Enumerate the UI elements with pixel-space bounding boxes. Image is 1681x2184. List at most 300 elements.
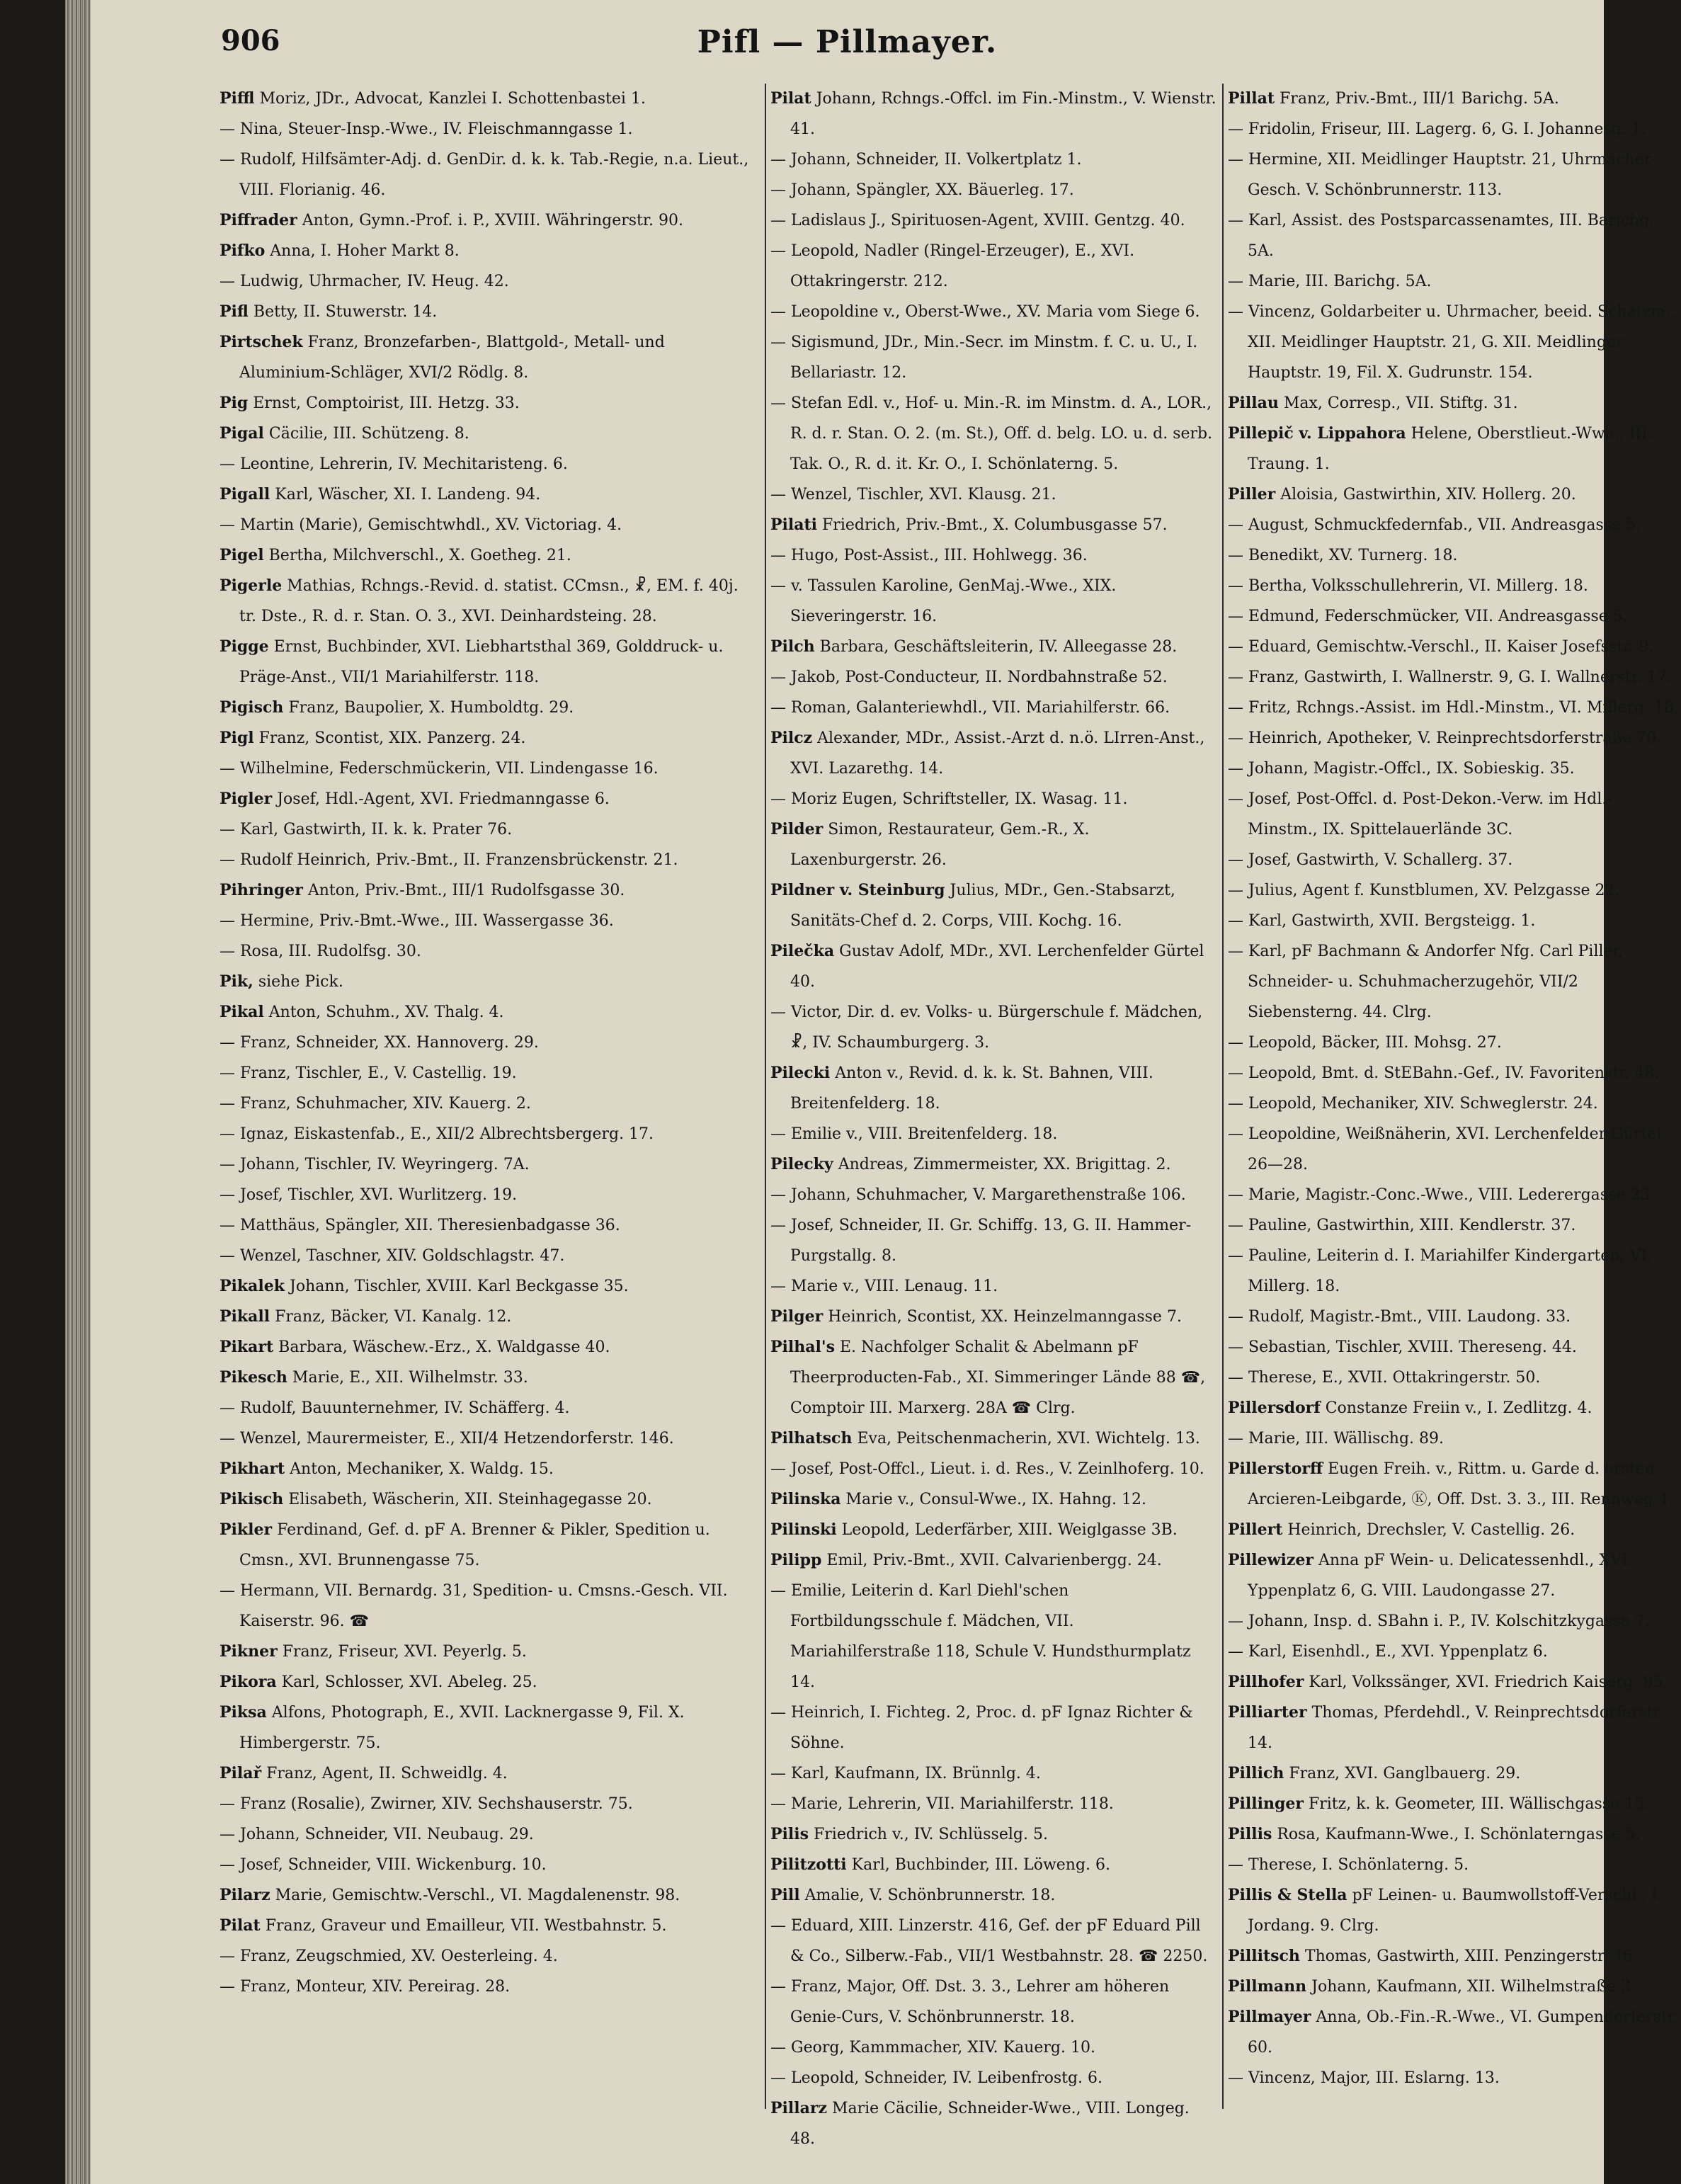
directory-entry [770,814,1216,875]
directory-entry [770,1210,1216,1271]
directory-entry [770,1180,1216,1210]
entry-text: Mathias, Rchngs.-Revid. d. statist. CCmsn., ☧, EM. f. 40j. tr. Dste., R. d. r. Stan. O. 3., XVI. Deinhardsteing. 28. [239,577,739,625]
directory-entry [1228,2002,1681,2063]
directory-entry [1228,1850,1681,1880]
directory-entry [220,449,759,479]
entry-surname: Pillitsch [1228,1947,1300,1965]
directory-entry [770,1332,1216,1423]
directory-entry [220,540,759,571]
entry-text: Cäcilie, III. Schützeng. 8. [268,425,469,443]
directory-entry [220,1028,759,1058]
directory-entry [770,1515,1216,1545]
entry-surname: Pillerstorff [1228,1460,1323,1478]
directory-entry [220,1515,759,1576]
entry-text: — Eduard, XIII. Linzerstr. 416, Gef. der pF Eduard Pill & Co., Silberw.-Fab., VII/1 Westbahnstr. 28. ☎ 2250. [770,1917,1208,1965]
entry-text: Barbara, Geschäftsleiterin, IV. Alleegasse 28. [819,638,1178,656]
directory-entry [770,1545,1216,1576]
entry-text: Moriz, JDr., Advocat, Kanzlei I. Schottenbastei 1. [259,90,646,108]
entry-surname: Pillersdorf [1228,1399,1321,1417]
entry-text: pF Leinen- u. Baumwollstoff-Verschl., I. Jordang. 9. Clrg. [1248,1887,1663,1935]
directory-entry [220,1119,759,1149]
entry-text: Josef, Hdl.-Agent, XVI. Friedmanngasse 6. [277,790,610,808]
directory-entry [770,571,1216,632]
directory-entry [220,1758,759,1789]
directory-entry [1228,1637,1681,1667]
entry-surname: Pildner v. Steinburg [770,881,945,899]
entry-surname: Pillis & Stella [1228,1886,1347,1904]
entry-surname: Piffrader [220,211,297,229]
entry-text: Anton, Priv.-Bmt., III/1 Rudolfsgasse 30. [307,882,625,899]
entry-text: Betty, II. Stuwerstr. 14. [253,303,438,321]
directory-entry [1228,297,1681,388]
entry-text: — Leopoldine v., Oberst-Wwe., XV. Maria vom Siege 6. [770,303,1200,321]
entry-text: Franz, Graveur und Emailleur, VII. Westbahnstr. 5. [265,1917,667,1935]
entry-text: — Leontine, Lehrerin, IV. Mechitaristeng. 6. [220,455,568,473]
directory-column-1 [220,84,759,2166]
entry-text: Constanze Freiin v., I. Zedlitzg. 4. [1325,1399,1592,1417]
entry-surname: Pig [220,394,249,412]
directory-entry [770,297,1216,327]
entry-surname: Pillmann [1228,1977,1307,1996]
entry-text: — Leopold, Bäcker, III. Mohsg. 27. [1228,1034,1502,1052]
directory-entry [770,2093,1216,2154]
directory-entry [1228,753,1681,784]
directory-entry [220,967,759,997]
entry-surname: Pirtschek [220,333,303,351]
entry-text: Leopold, Lederfärber, XIII. Weiglgasse 3B. [841,1521,1178,1539]
directory-entry [1228,1180,1681,1210]
entry-text: Franz, Priv.-Bmt., III/1 Barichg. 5A. [1280,90,1559,108]
directory-entry [1228,1119,1681,1180]
directory-entry [770,1819,1216,1850]
directory-entry [1228,601,1681,632]
entry-text: Anton, Schuhm., XV. Thalg. 4. [268,1003,504,1021]
directory-entry [770,1789,1216,1819]
entry-surname: Pilinska [770,1490,841,1508]
entry-text: Thomas, Pferdehdl., V. Reinprechtsdorferstr. 14. [1248,1704,1664,1752]
entry-text: Amalie, V. Schönbrunnerstr. 18. [804,1887,1056,1904]
directory-column-3 [1228,84,1681,2166]
directory-entry [220,297,759,327]
entry-text: — Hugo, Post-Assist., III. Hohlwegg. 36. [770,547,1088,564]
entry-surname: Pikora [220,1673,277,1691]
directory-entry [220,1850,759,1880]
entry-text: Heinrich, Drechsler, V. Castellig. 26. [1287,1521,1575,1539]
directory-entry [220,814,759,845]
directory-entry [220,479,759,510]
entry-text: — Franz, Schuhmacher, XIV. Kauerg. 2. [220,1095,531,1113]
directory-entry [1228,144,1681,205]
entry-text: Rosa, Kaufmann-Wwe., I. Schönlaterngasse 5. [1277,1826,1641,1843]
directory-entry [220,693,759,723]
directory-entry [1228,1393,1681,1423]
directory-entry [220,1697,759,1758]
entry-text: — Franz, Gastwirth, I. Wallnerstr. 9, G. I. Wallnerstr. 17. [1228,669,1672,686]
directory-entry [770,175,1216,205]
entry-text: — Hermann, VII. Bernardg. 31, Spedition- u. Cmsns.-Gesch. VII. Kaiserstr. 96. ☎ [220,1582,728,1630]
entry-surname: Pillarz [770,2099,827,2117]
directory-entry [1228,1028,1681,1058]
directory-entry [1228,266,1681,297]
entry-surname: Pilati [770,516,818,534]
directory-entry [770,2063,1216,2093]
directory-entry [220,936,759,967]
directory-entry [770,1576,1216,1697]
entry-surname: Pill [770,1886,800,1904]
entry-text: — Sebastian, Tischler, XVIII. Thereseng. 44. [1228,1338,1577,1356]
entry-text: Aloisia, Gastwirthin, XIV. Hollerg. 20. [1280,486,1576,504]
entry-text: — Heinrich, Apotheker, V. Reinprechtsdorferstraße 70. [1228,729,1662,747]
entry-text: — Franz, Schneider, XX. Hannoverg. 29. [220,1034,539,1052]
directory-entry [220,1911,759,1941]
entry-text: Ernst, Buchbinder, XVI. Liebhartsthal 369, Golddruck- u. Präge-Anst., VII/1 Mariahilferstr. 118. [239,638,724,686]
directory-entry [770,1850,1216,1880]
entry-text: — Johann, Tischler, IV. Weyringerg. 7A. [220,1156,530,1173]
entry-surname: Pikisch [220,1490,284,1508]
directory-entry [220,1271,759,1302]
directory-entry [1228,1332,1681,1363]
entry-text: — Josef, Schneider, II. Gr. Schiffg. 13, G. II. Hammer-Purgstallg. 8. [770,1217,1192,1265]
entry-text: — Leopold, Bmt. d. StEBahn.-Gef., IV. Favoritenstr. 48. [1228,1064,1660,1082]
directory-entry [220,1088,759,1119]
directory-entry [220,632,759,693]
entry-text: Karl, Buchbinder, III. Löweng. 6. [851,1856,1111,1874]
directory-page [91,0,1679,2184]
entry-text: — Wenzel, Taschner, XIV. Goldschlagstr. 47. [220,1247,565,1265]
directory-entry [220,84,759,114]
directory-entry [1228,662,1681,693]
directory-entry [1228,1758,1681,1789]
entry-text: — Pauline, Gastwirthin, XIII. Kendlerstr. 37. [1228,1217,1576,1234]
entry-text: — Karl, Eisenhdl., E., XVI. Yppenplatz 6. [1228,1643,1548,1661]
directory-entry [770,875,1216,936]
directory-entry [770,1149,1216,1180]
directory-entry [1228,479,1681,510]
entry-text: — Edmund, Federschmücker, VII. Andreasgasse 5. [1228,608,1628,625]
directory-entry [770,936,1216,997]
directory-entry [220,266,759,297]
directory-entry [770,1058,1216,1119]
entry-text: Franz, Scontist, XIX. Panzerg. 24. [258,729,526,747]
entry-text: Gustav Adolf, MDr., XVI. Lerchenfelder Gürtel 40. [790,943,1204,991]
entry-surname: Pikal [220,1003,264,1021]
entry-text: — Franz, Tischler, E., V. Castellig. 19. [220,1064,517,1082]
entry-text: Franz, Baupolier, X. Humboldtg. 29. [288,699,574,717]
entry-surname: Pillert [1228,1520,1283,1539]
entry-text: — Leopoldine, Weißnäherin, XVI. Lerchenfelder Gürtel 26—28. [1228,1125,1662,1173]
entry-text: — Josef, Post-Offcl., Lieut. i. d. Res., V. Zeinlhoferg. 10. [770,1460,1204,1478]
entry-text: Karl, Schlosser, XVI. Abeleg. 25. [281,1673,537,1691]
directory-entry [1228,388,1681,419]
entry-text: — Rudolf, Hilfsämter-Adj. d. GenDir. d. k. k. Tab.-Regie, n.a. Lieut., VIII. Florianig. 46. [220,151,749,199]
directory-entry [770,1880,1216,1911]
entry-surname: Pikalek [220,1277,285,1295]
entry-text: — Wenzel, Tischler, XVI. Klausg. 21. [770,486,1056,504]
directory-entry [770,997,1216,1058]
entry-text: — Fritz, Rchngs.-Assist. im Hdl.-Minstm., VI. Millerg. 18. [1228,699,1679,717]
entry-surname: Pilecki [770,1064,831,1082]
directory-entry [220,114,759,144]
directory-entry [1228,1363,1681,1393]
entry-text: — Marie, Lehrerin, VII. Mariahilferstr. 118. [770,1795,1114,1813]
directory-entry [220,723,759,753]
directory-entry [770,2032,1216,2063]
directory-entry [1228,1697,1681,1758]
entry-surname: Pikesch [220,1368,287,1387]
directory-entry [1228,205,1681,266]
entry-text: — Johann, Schneider, II. Volkertplatz 1. [770,151,1082,169]
entry-text: — Karl, Kaufmann, IX. Brünnlg. 4. [770,1765,1041,1782]
entry-text: — Franz, Monteur, XIV. Pereirag. 28. [220,1978,511,1996]
entry-surname: Pigler [220,790,273,808]
directory-entry [770,693,1216,723]
entry-text: Julius, MDr., Gen.-Stabsarzt, Sanitäts-Chef d. 2. Corps, VIII. Kochg. 16. [790,882,1175,930]
directory-entry [770,632,1216,662]
directory-entry [770,205,1216,236]
entry-text: — Marie, Magistr.-Conc.-Wwe., VIII. Lederergasse 23. [1228,1186,1656,1204]
entry-text: — Franz, Major, Off. Dst. 3. 3., Lehrer am höheren Genie-Curs, V. Schönbrunnerstr. 18. [770,1978,1170,2026]
directory-entry [1228,571,1681,601]
directory-entry [1228,1302,1681,1332]
entry-text: Eugen Freih. v., Rittm. u. Garde d. ersten Arcieren-Leibgarde, Ⓚ, Off. Dst. 3. 3., III. Rennweg 4. [1248,1460,1673,1508]
entry-surname: Pilger [770,1307,824,1326]
entry-text: — Rudolf, Magistr.-Bmt., VIII. Laudong. 33. [1228,1308,1571,1326]
entry-text: — Vincenz, Goldarbeiter u. Uhrmacher, beeid. Schätzm., XII. Meidlinger Hauptstr. 21, G. XII. Meidlinger Hauptstr. 19, Fil. X. Gudrunstr. 154. [1228,303,1676,382]
entry-surname: Pikall [220,1307,270,1326]
entry-text: Karl, Volkssänger, XVI. Friedrich Kaiserg. 95. [1309,1673,1668,1691]
directory-entry [770,388,1216,479]
entry-text: — Therese, I. Schönlaterng. 5. [1228,1856,1469,1874]
entry-text: Thomas, Gastwirth, XIII. Penzingerstr. 46. [1304,1947,1638,1965]
directory-entry [1228,1058,1681,1088]
directory-entry [770,1484,1216,1515]
entry-text: Fritz, k. k. Geometer, III. Wällischgasse 15. [1308,1795,1650,1813]
entry-text: — Karl, Assist. des Postsparcassenamtes, III. Barichg. 5A. [1228,212,1655,260]
entry-text: Ferdinand, Gef. d. pF A. Brenner & Pikler, Spedition u. Cmsn., XVI. Brunnengasse 75. [239,1521,710,1569]
entry-text: — Johann, Insp. d. SBahn i. P., IV. Kolschitzkygasse 7. [1228,1613,1650,1630]
entry-text: Anna, I. Hoher Markt 8. [270,242,460,260]
entry-text: — Marie, III. Barichg. 5A. [1228,273,1432,290]
entry-text: — Josef, Post-Offcl. d. Post-Dekon.-Verw. im Hdl.-Minstm., IX. Spittelauerlände 3C. [1228,790,1612,838]
directory-entry [770,1972,1216,2032]
entry-text: Marie, E., XII. Wilhelmstr. 33. [292,1369,528,1387]
directory-entry [1228,540,1681,571]
entry-surname: Pilhatsch [770,1429,853,1448]
directory-entry [1228,1789,1681,1819]
directory-entry [770,1454,1216,1484]
entry-text: — Benedikt, XV. Turnerg. 18. [1228,547,1458,564]
directory-entry [1228,114,1681,144]
directory-entry [1228,632,1681,662]
entry-text: — Leopold, Mechaniker, XIV. Schweglerstr. 24. [1228,1095,1598,1113]
entry-text: — Johann, Schuhmacher, V. Margarethenstraße 106. [770,1186,1186,1204]
directory-entry [220,997,759,1028]
entry-text: — Jakob, Post-Conducteur, II. Nordbahnstraße 52. [770,669,1168,686]
directory-entry [770,784,1216,814]
entry-text: — Julius, Agent f. Kunstblumen, XV. Pelzgasse 22. [1228,882,1620,899]
entry-text: — Bertha, Volksschullehrerin, VI. Millerg. 18. [1228,577,1588,595]
directory-entry [770,236,1216,297]
entry-surname: Pigerle [220,576,283,595]
entry-surname: Piffl [220,89,255,108]
entry-surname: Pilder [770,820,824,838]
directory-entry [1228,875,1681,906]
entry-text: — Franz, Zeugschmied, XV. Oesterleing. 4. [220,1947,558,1965]
entry-text: — Pauline, Leiterin d. I. Mariahilfer Kindergarten, VI. Millerg. 18. [1228,1247,1653,1295]
directory-entry [1228,510,1681,540]
entry-text: Eva, Peitschenmacherin, XVI. Wichtelg. 13. [857,1430,1200,1448]
directory-entry [1228,723,1681,753]
entry-text: — Georg, Kammmacher, XIV. Kauerg. 10. [770,2039,1095,2057]
directory-entry [1228,1545,1681,1606]
entry-text: — Marie, III. Wällischg. 89. [1228,1430,1444,1448]
entry-surname: Pilhal's [770,1338,835,1356]
entry-text: Franz, Agent, II. Schweidlg. 4. [266,1765,508,1782]
entry-text: siehe Pick. [258,973,343,991]
entry-text: Johann, Rchngs.-Offcl. im Fin.-Minstm., V. Wienstr. 41. [790,90,1216,138]
column-divider [1222,84,1224,2109]
entry-text: — Therese, E., XVII. Ottakringerstr. 50. [1228,1369,1541,1387]
directory-entry [770,1302,1216,1332]
entry-text: — Josef, Schneider, VIII. Wickenburg. 10. [220,1856,547,1874]
entry-text: — Ignaz, Eiskastenfab., E., XII/2 Albrechtsbergerg. 17. [220,1125,654,1143]
directory-entry [1228,1819,1681,1850]
entry-surname: Pigisch [220,698,284,717]
entry-surname: Pikler [220,1520,273,1539]
entry-text: Marie v., Consul-Wwe., IX. Hahng. 12. [845,1491,1146,1508]
directory-entry [1228,1210,1681,1241]
directory-entry [1228,1941,1681,1972]
entry-text: — Leopold, Schneider, IV. Leibenfrostg. 6. [770,2069,1103,2087]
entry-text: Johann, Tischler, XVIII. Karl Beckgasse 35. [290,1278,629,1295]
entry-surname: Pigl [220,729,254,747]
directory-entry [1228,1454,1681,1515]
directory-entry [770,540,1216,571]
directory-entry [770,662,1216,693]
entry-text: — Nina, Steuer-Insp.-Wwe., IV. Fleischmanngasse 1. [220,120,633,138]
entry-surname: Pigge [220,637,269,656]
entry-text: Anton, Mechaniker, X. Waldg. 15. [290,1460,554,1478]
entry-text: Franz, Friseur, XVI. Peyerlg. 5. [282,1643,527,1661]
directory-entry [1228,1515,1681,1545]
directory-entry [1228,1972,1681,2002]
entry-text: — Vincenz, Major, III. Eslarng. 13. [1228,2069,1500,2087]
directory-entry [220,784,759,814]
directory-column-2 [770,84,1216,2166]
entry-surname: Pilcz [770,729,813,747]
entry-surname: Pilinski [770,1520,837,1539]
entry-text: Friedrich v., IV. Schlüsselg. 5. [814,1826,1048,1843]
directory-entry [1228,2063,1681,2093]
directory-entry [770,1911,1216,1972]
entry-text: Elisabeth, Wäscherin, XII. Steinhagegasse 20. [288,1491,652,1508]
entry-text: — Ludwig, Uhrmacher, IV. Heug. 42. [220,273,509,290]
entry-text: — Moriz Eugen, Schriftsteller, IX. Wasag. 11. [770,790,1128,808]
entry-surname: Pilař [220,1764,262,1782]
directory-entry [770,1271,1216,1302]
entry-surname: Pillmayer [1228,2008,1311,2026]
entry-text: — Emilie v., VIII. Breitenfelderg. 18. [770,1125,1058,1143]
entry-text: Anton, Gymn.-Prof. i. P., XVIII. Währingerstr. 90. [302,212,683,229]
entry-text: Barbara, Wäschew.-Erz., X. Waldgasse 40. [278,1338,610,1356]
entry-surname: Pilis [770,1825,809,1843]
entry-text: Friedrich, Priv.-Bmt., X. Columbusgasse 57. [822,516,1168,534]
entry-surname: Pillepič v. Lippahora [1228,424,1406,443]
directory-entry [220,327,759,388]
entry-text: — Heinrich, I. Fichteg. 2, Proc. d. pF Ignaz Richter & Söhne. [770,1704,1193,1752]
entry-text: — August, Schmuckfedernfab., VII. Andreasgasse 5. [1228,516,1641,534]
directory-entry [220,388,759,419]
directory-entry [1228,1880,1681,1941]
entry-text: Andreas, Zimmermeister, XX. Brigittag. 2. [838,1156,1171,1173]
entry-text: — Emilie, Leiterin d. Karl Diehl'schen Fortbildungsschule f. Mädchen, VII. Mariahilferstraße 118, Schule V. Hundsthurmplatz 14. [770,1582,1191,1691]
entry-surname: Pilat [220,1916,261,1935]
entry-surname: Pifl [220,302,249,321]
entry-surname: Pillat [1228,89,1275,108]
directory-entry [220,1332,759,1363]
directory-entry [220,510,759,540]
directory-entry [1228,1241,1681,1302]
directory-entry [220,1302,759,1332]
entry-text: Marie, Gemischtw.-Verschl., VI. Magdalenenstr. 98. [275,1887,680,1904]
directory-entry [770,479,1216,510]
directory-entry [220,1423,759,1454]
entry-text: Franz, Bronzefarben-, Blattgold-, Metall- und Aluminium-Schläger, XVI/2 Rödlg. 8. [239,334,665,382]
directory-entry [770,327,1216,388]
entry-surname: Pilitzotti [770,1855,847,1874]
entry-text: Bertha, Milchverschl., X. Goetheg. 21. [268,547,571,564]
directory-entry [220,236,759,266]
entry-text: Anton v., Revid. d. k. k. St. Bahnen, VIII. Breitenfelderg. 18. [790,1064,1153,1113]
directory-entry [220,875,759,906]
entry-surname: Pigal [220,424,264,443]
directory-entry [220,1454,759,1484]
entry-text: Simon, Restaurateur, Gem.-R., X. Laxenburgerstr. 26. [790,821,1090,869]
directory-entry [1228,845,1681,875]
directory-entry [770,1119,1216,1149]
entry-text: — Stefan Edl. v., Hof- u. Min.-R. im Minstm. d. A., LOR., R. d. r. Stan. O. 2. (m. St.), Off. d. belg. LO. u. d. serb. Tak. O., R. d. it. Kr. O., I. Schönlaterng. 5. [770,394,1213,473]
entry-text: — Marie v., VIII. Lenaug. 11. [770,1278,998,1295]
entry-text: Emil, Priv.-Bmt., XVII. Calvarienbergg. 24. [826,1552,1162,1569]
directory-entry [1228,1088,1681,1119]
entry-surname: Pilipp [770,1551,822,1569]
entry-surname: Pillewizer [1228,1551,1314,1569]
entry-surname: Pik, [220,972,253,991]
entry-text: Marie Cäcilie, Schneider-Wwe., VIII. Longeg. 48. [790,2100,1190,2148]
directory-entry [770,723,1216,784]
entry-text: — v. Tassulen Karoline, GenMaj.-Wwe., XIX. Sieveringerstr. 16. [770,577,1117,625]
running-head: Pifl — Pillmayer. [697,24,998,60]
entry-text: — Ladislaus J., Spirituosen-Agent, XVIII. Gentzg. 40. [770,212,1185,229]
entry-text: — Matthäus, Spängler, XII. Theresienbadgasse 36. [220,1217,620,1234]
directory-entry [1228,84,1681,114]
entry-text: — Eduard, Gemischtw.-Verschl., II. Kaiser Josefsstr. 9. [1228,638,1654,656]
entry-surname: Pilečka [770,942,835,960]
directory-entry [770,510,1216,540]
entry-text: — Wilhelmine, Federschmückerin, VII. Lindengasse 16. [220,760,659,778]
entry-text: — Johann, Schneider, VII. Neubaug. 29. [220,1826,534,1843]
entry-surname: Pillich [1228,1764,1284,1782]
entry-text: — Wenzel, Maurermeister, E., XII/4 Hetzendorferstr. 146. [220,1430,674,1448]
directory-entry [220,1637,759,1667]
entry-surname: Pillhofer [1228,1673,1304,1691]
entry-text: — Rudolf, Bauunternehmer, IV. Schäfferg. 4. [220,1399,570,1417]
entry-surname: Pillinger [1228,1795,1304,1813]
directory-entry [770,84,1216,144]
directory-entry [220,906,759,936]
entry-text: — Sigismund, JDr., Min.-Secr. im Minstm. f. C. u. U., I. Bellariastr. 12. [770,334,1198,382]
entry-text: — Karl, Gastwirth, II. k. k. Prater 76. [220,821,513,838]
